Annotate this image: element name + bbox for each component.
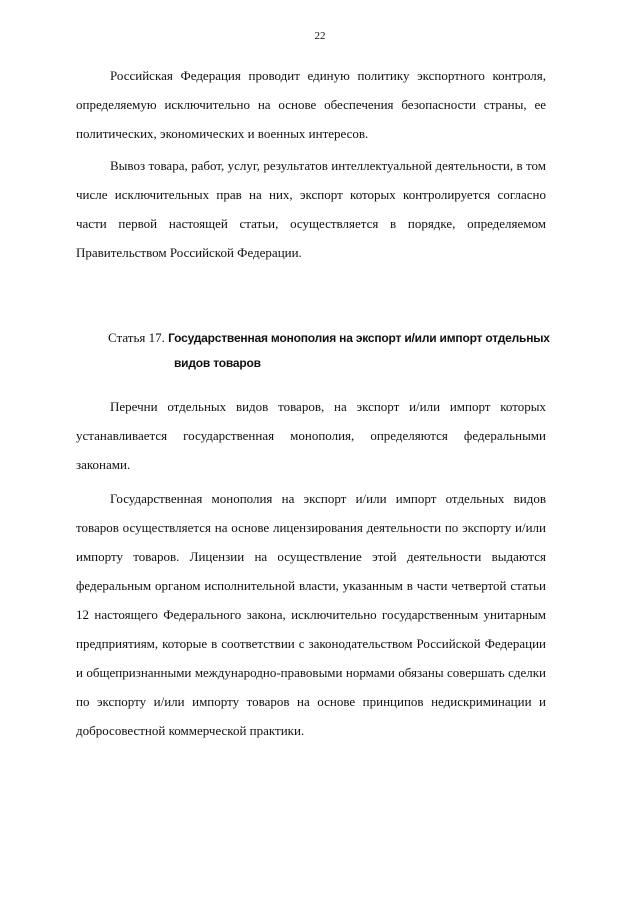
paragraph-monopoly-licensing: Государственная монополия на экспорт и/или импорт отдельных видов товаров осуществляется на основе лицензирования деятельности по экспорту и/или импорту товаров. Лицензии на осуществление этой деятельности выдаются федеральным органом исполнительной власти, указанным в части четвертой статьи 12 настоящего Федерального закона, исключительно государственным унитарным предприятиям, которые в соответствии с законодательством Российской Федерации и общепризнанными международно-правовыми нормами обязаны совершать сделки по экспорту и/или импорту товаров на основе принципов недискриминации и добросовестной коммерческой практики. (76, 491, 546, 738)
article-heading (108, 325, 558, 376)
article-title-continuation: видов товаров (174, 356, 261, 370)
paragraph-export-control-policy: Российская Федерация проводит единую политику экспортного контроля, определяемую исключительно на основе обеспечения безопасности страны, ее политических, экономических и военных интересов. (76, 68, 546, 141)
article-title: Государственная монополия на экспорт и/или импорт отдельных (168, 331, 550, 345)
page-number: 22 (314, 30, 326, 42)
paragraph-monopoly-lists: Перечни отдельных видов товаров, на экспорт и/или импорт которых устанавливается государственная монополия, определяются федеральными законами. (76, 399, 546, 472)
article-number: Статья 17. (108, 330, 165, 345)
paragraph-export-procedure: Вывоз товара, работ, услуг, результатов интеллектуальной деятельности, в том числе исключительных прав на них, экспорт которых контролируется согласно части первой настоящей статьи, осуществляется в порядке, определяемом Правительством Российской Федерации. (76, 158, 546, 260)
